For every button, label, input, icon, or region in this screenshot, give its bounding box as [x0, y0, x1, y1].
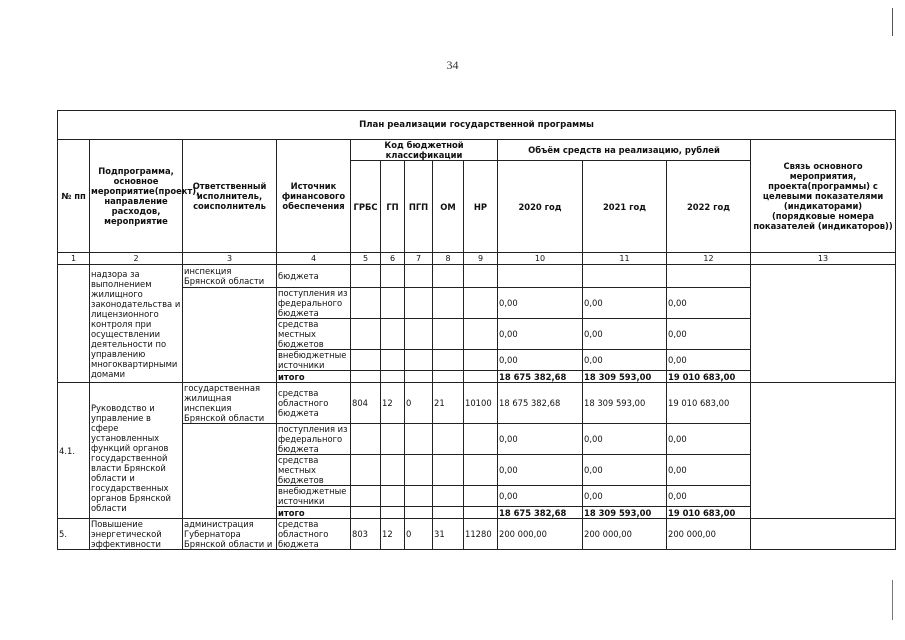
- value-2022: 0,00: [667, 319, 751, 350]
- table-row: [58, 519, 896, 550]
- executor: инспекция Брянской области: [183, 265, 277, 288]
- header-source: Источник финансового обеспечения: [277, 140, 351, 253]
- value-2022: 200 000,00: [667, 519, 751, 550]
- value-2021: 0,00: [583, 486, 667, 507]
- value-2022: 19 010 683,00: [667, 383, 751, 424]
- column-number: 2: [90, 253, 183, 265]
- executor: государственная жилищная инспекция Брянской области: [183, 383, 277, 424]
- column-number: 3: [183, 253, 277, 265]
- value-2021: 0,00: [583, 455, 667, 486]
- value-2021: 0,00: [583, 424, 667, 455]
- column-number: 8: [433, 253, 464, 265]
- header-pgp: ПГП: [405, 161, 433, 253]
- column-number: 4: [277, 253, 351, 265]
- header-volume: Объём средств на реализацию, рублей: [498, 140, 751, 161]
- table-row: [58, 383, 896, 424]
- table-title: План реализации государственной программы: [58, 111, 896, 140]
- value-2020: 0,00: [498, 288, 583, 319]
- total-2022: 19 010 683,00: [667, 507, 751, 519]
- funding-source: бюджета: [277, 265, 351, 288]
- funding-source: средства областного бюджета: [277, 383, 351, 424]
- value-2021: 0,00: [583, 319, 667, 350]
- header-om: ОМ: [433, 161, 464, 253]
- column-number: 1: [58, 253, 90, 265]
- funding-source: средства местных бюджетов: [277, 455, 351, 486]
- funding-source: средства областного бюджета: [277, 519, 351, 550]
- total-2020: 18 675 382,68: [498, 507, 583, 519]
- header-nr: НР: [464, 161, 498, 253]
- value-2022: 0,00: [667, 486, 751, 507]
- scan-edge-mark: [892, 8, 893, 36]
- column-number: 5: [351, 253, 381, 265]
- total-2022: 19 010 683,00: [667, 371, 751, 383]
- code-grbs: 803: [351, 519, 381, 550]
- header-grbs: ГРБС: [351, 161, 381, 253]
- header-executor: Ответственный исполнитель, соисполнитель: [183, 140, 277, 253]
- value-2021: 0,00: [583, 350, 667, 371]
- code-grbs: 804: [351, 383, 381, 424]
- value-2022: 0,00: [667, 455, 751, 486]
- value-2022: 0,00: [667, 350, 751, 371]
- value-2022: 0,00: [667, 288, 751, 319]
- executor: администрация Губернатора Брянской области и: [183, 519, 277, 550]
- code-pgp: 0: [405, 383, 433, 424]
- plan-table: [57, 110, 896, 550]
- header-gp: ГП: [381, 161, 405, 253]
- value-2020: 18 675 382,68: [498, 383, 583, 424]
- column-number: 11: [583, 253, 667, 265]
- code-om: 21: [433, 383, 464, 424]
- code-pgp: 0: [405, 519, 433, 550]
- activity-name: Руководство и управление в сфере установленных функций органов государственной власти Брянской области и государственных органов Брянской области: [90, 383, 183, 519]
- header-2020: 2020 год: [498, 161, 583, 253]
- column-number: 13: [751, 253, 896, 265]
- funding-source-total: итого: [277, 371, 351, 383]
- total-2021: 18 309 593,00: [583, 371, 667, 383]
- header-2021: 2021 год: [583, 161, 667, 253]
- column-number: 12: [667, 253, 751, 265]
- code-gp: 12: [381, 383, 405, 424]
- code-nr: 10100: [464, 383, 498, 424]
- column-number: 7: [405, 253, 433, 265]
- row-number: 4.1.: [58, 383, 90, 519]
- value-2020: 0,00: [498, 486, 583, 507]
- code-nr: 11280: [464, 519, 498, 550]
- value-2020: 0,00: [498, 424, 583, 455]
- value-2020: 0,00: [498, 350, 583, 371]
- code-om: 31: [433, 519, 464, 550]
- header-name: Подпрограмма, основное мероприятие(проект), направление расходов, мероприятие: [90, 140, 183, 253]
- funding-source: поступления из федерального бюджета: [277, 424, 351, 455]
- funding-source: средства местных бюджетов: [277, 319, 351, 350]
- activity-name: Повышение энергетической эффективности: [90, 519, 183, 550]
- total-2020: 18 675 382,68: [498, 371, 583, 383]
- value-2020: 0,00: [498, 455, 583, 486]
- scan-edge-mark: [892, 580, 893, 620]
- row-number: 5.: [58, 519, 90, 550]
- table-row: [58, 265, 896, 288]
- column-number: 9: [464, 253, 498, 265]
- header-num: № пп: [58, 140, 90, 253]
- column-number: 10: [498, 253, 583, 265]
- value-2020: 200 000,00: [498, 519, 583, 550]
- funding-source: внебюджетные источники: [277, 350, 351, 371]
- activity-name: надзора за выполнением жилищного законодательства и лицензионного контроля при осуществлении деятельности по управлению многоквартирными домами: [90, 265, 183, 383]
- column-number: 6: [381, 253, 405, 265]
- total-2021: 18 309 593,00: [583, 507, 667, 519]
- value-2021: 0,00: [583, 288, 667, 319]
- header-link: Связь основного мероприятия, проекта(программы) с целевыми показателями (индикаторами) (порядковые номера показателей (индикаторов)): [751, 140, 896, 253]
- code-gp: 12: [381, 519, 405, 550]
- header-2022: 2022 год: [667, 161, 751, 253]
- value-2020: 0,00: [498, 319, 583, 350]
- value-2021: 200 000,00: [583, 519, 667, 550]
- funding-source-total: итого: [277, 507, 351, 519]
- value-2021: 18 309 593,00: [583, 383, 667, 424]
- funding-source: поступления из федерального бюджета: [277, 288, 351, 319]
- header-budget-code: Код бюджетной классификации: [351, 140, 498, 161]
- funding-source: внебюджетные источники: [277, 486, 351, 507]
- page-number: 34: [446, 58, 459, 72]
- value-2022: 0,00: [667, 424, 751, 455]
